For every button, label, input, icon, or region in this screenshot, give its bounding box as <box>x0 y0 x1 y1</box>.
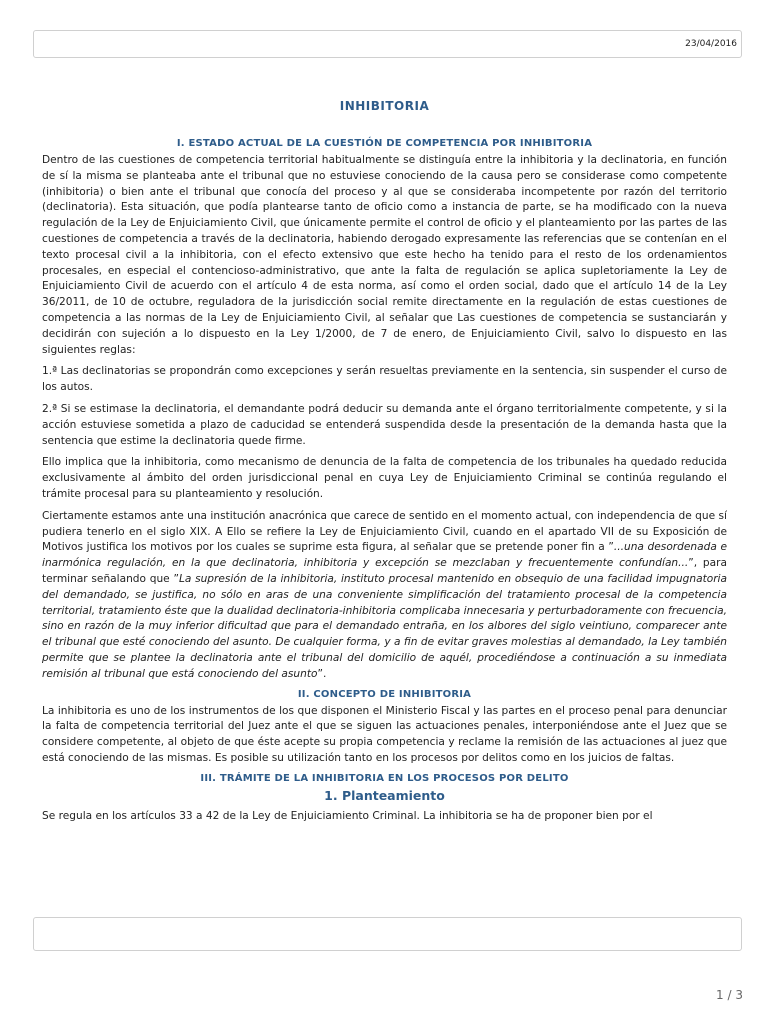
paragraph: Ello implica que la inhibitoria, como mecanismo de denuncia de la falta de competencia de los tribunales ha quedado reducida exclusivamente al ámbito del orden jurisdiccional penal en cuya Ley de Enjuiciamiento Criminal se continúa regulando el trámite procesal para su planteamiento y resolución. <box>42 456 727 500</box>
paragraph: 2.ª Si se estimase la declinatoria, el demandante podrá deducir su demanda ante el órgano territorialmente competente, y si la acción estuviese sometida a plazo de caducidad se entenderá suspendida desde la presentación de la demanda hasta que la sentencia que estime la declinatoria quede firme. <box>42 402 727 447</box>
section-2-title: II. CONCEPTO DE INHIBITORIA <box>297 688 472 700</box>
paragraph: La inhibitoria es uno de los instrumentos de los que disponen el Ministerio Fiscal y las partes en el proceso penal para denunciar la falta de competencia territorial del Juez ante el que se siguen las actuaciones penales, interponiéndose ante el Juez que se considere competente, al objeto de que éste acepte su propia competencia y reclame la remisión de las actuaciones al juez que está conociendo de las mismas. Es posible su utilización tanto en los procesos por delitos como en los juicios de faltas. <box>42 704 727 764</box>
section-1-title: I. ESTADO ACTUAL DE LA CUESTIÓN DE COMPETENCIA POR INHIBITORIA <box>176 138 593 149</box>
page-footer <box>33 917 742 951</box>
paragraph: 1.ª Las declinatorias se propondrán como excepciones y serán resueltas previamente en la sentencia, sin suspender el curso de los autos. <box>42 365 727 394</box>
text-run: Ciertamente estamos ante una institución anacrónica que carece de sentido en el momento actual, con independencia de que sí pudiera tenerlo en el siglo XIX. A Ello se refiere la Ley de Enjuiciamiento Civil, cuando en el apartado VII de su Exposición de Motivos justifica los motivos por los cuales se suprime esta figura, al señalar que se pretende poner fin a ” <box>42 509 727 554</box>
text-run: ”. <box>317 667 327 680</box>
page-number: 1 / 3 <box>716 988 743 1002</box>
text-run: ”, para terminar señalando que ” <box>42 557 727 585</box>
page-header <box>33 30 742 58</box>
section-3-subtitle: 1. Planteamiento <box>324 787 445 803</box>
document-title: INHIBITORIA <box>339 99 430 113</box>
paragraph <box>42 509 727 683</box>
paragraph: Dentro de las cuestiones de competencia territorial habitualmente se distinguía entre la inhibitoria y la declinatoria, en función de sí la misma se planteaba ante el tribunal que no estuviese conociendo de la causa pero se considerase como competente (inhibitoria) o bien ante el tribunal que conocía del proceso y al que se consideraba incompetente por razón del territorio (declinatoria). Esta situación, que podía plantearse tanto de oficio como a instancia de parte, se ha modificado con la nueva regulación de la Ley de Enjuiciamiento Civil, que únicamente permite el control de oficio y el planteamiento por las partes de las cuestiones de competencia a través de la declinatoria, habiendo derogado expresamente las referencias que se contenían en el texto procesal civil a la inhibitoria, con el efecto extensivo que este hecho ha tenido para el resto de los ordenamientos procesales, en especial el contencioso-administrativo, que ante la falta de regulación se aplica supletoriamente la Ley de Enjuiciamiento Civil de acuerdo con el artículo 4 de esta norma, así como el orden social, dado que el artículo 14 de la Ley 36/2011, de 10 de octubre, reguladora de la jurisdicción social remite directamente en la regulación de estas cuestiones de competencia a las normas de la Ley de Enjuiciamiento Civil, al señalar que Las cuestiones de competencia se sustanciarán y decidirán con sujeción a lo dispuesto en la Ley 1/2000, de 7 de enero, de Enjuiciamiento Civil, salvo lo dispuesto en las siguientes reglas: <box>42 154 727 356</box>
document-body <box>42 99 727 917</box>
section-3-title: III. TRÁMITE DE LA INHIBITORIA EN LOS PROCESOS POR DELITO <box>200 772 569 784</box>
quote-text: ...una desordenada e inarmónica regulación, en la que declinatoria, inhibitoria y excepción se mezclaban y frecuentemente confundían... <box>42 541 727 570</box>
quote-text: La supresión de la inhibitoria, instituto procesal mantenido en obsequio de una facilidad impugnatoria del demandado, se justifica, no sólo en aras de una conveniente simplificación del tratamiento procesal de la competencia territorial, tratamiento éste que la dualidad declinatoria-inhibitoria complicaba innecesaria y perturbadoramente con frecuencia, sino en razón de la muy inferior dificultad que para el demandado entraña, en los albores del siglo veintiuno, comparecer ante el tribunal que esté conociendo del asunto. De cualquier forma, y a fin de evitar graves molestias al demandado, la Ley también permite que se plantee la declinatoria ante el tribunal del domicilio de aquél, procediéndose a continuación a su inmediata remisión al tribunal que está conociendo del asunto <box>42 572 727 680</box>
paragraph: Se regula en los artículos 33 a 42 de la Ley de Enjuiciamiento Criminal. La inhibitoria se ha de proponer bien por el <box>42 809 653 822</box>
header-date: 23/04/2016 <box>685 39 737 49</box>
